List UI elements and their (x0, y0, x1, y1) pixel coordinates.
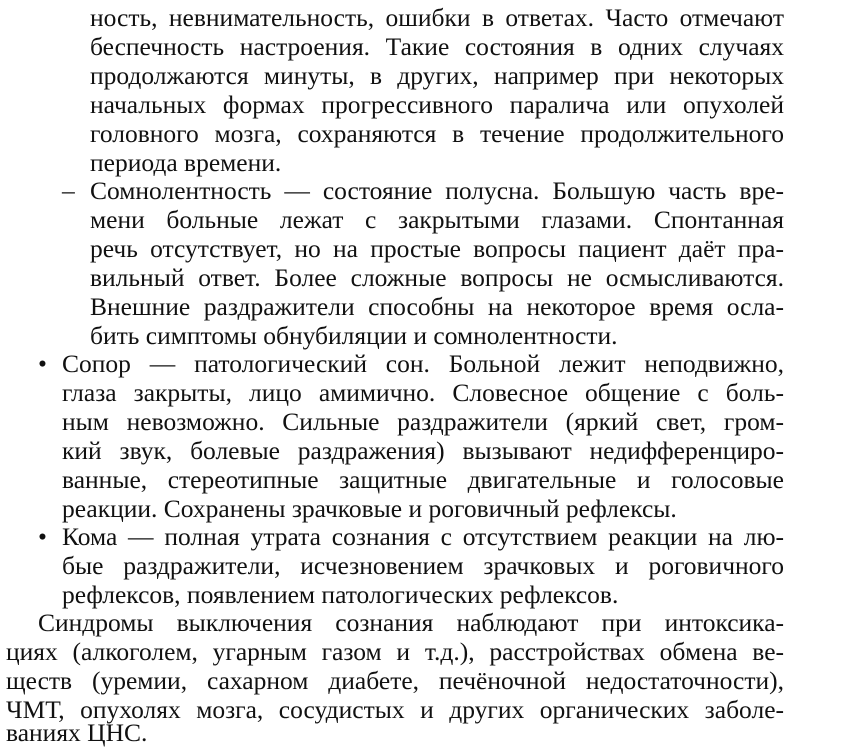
text-line: Сопор — патологический сон. Больной лежит неподвижно, (62, 349, 784, 378)
text-line: циях (алкоголем, угарным газом и т.д.), расстройствах обмена ве- (6, 637, 784, 666)
text-line: бые раздражители, исчезновением зрачковых и роговичного (62, 551, 784, 580)
text-line: Внешние раздражители способны на некоторое время осла- (90, 292, 784, 321)
text-line: беспечность настроения. Такие состояния в одних случаях (90, 32, 784, 61)
text-line: ваниях ЦНС. (6, 718, 148, 747)
text-line: глаза закрыты, лицо амимично. Словесное общение с боль- (62, 378, 784, 407)
text-line: продолжаются минуты, в других, например при некоторых (90, 61, 784, 90)
text-line: мени больные лежат с закрытыми глазами. Спонтанная (90, 205, 784, 234)
text-line: ванные, стереотипные защитные двигательные и голосовые (62, 465, 784, 494)
text-line: речь отсутствует, но на простые вопросы пациент даёт пра- (90, 234, 784, 263)
text-line: рефлексов, появлением патологических рефлексов. (62, 580, 619, 609)
bullet-marker: • (38, 522, 47, 551)
text-line: Сомнолентность — состояние полусна. Большую часть вре- (90, 176, 784, 205)
text-line: ществ (уремии, сахарном диабете, печёночной недостаточности), (6, 666, 784, 695)
text-line: головного мозга, сохраняются в течение продолжительного (90, 119, 784, 148)
text-line: ЧМТ, опухолях мозга, сосудистых и других органических заболе- (6, 695, 784, 724)
text-line: кий звук, болевые раздражения) вызывают недифференциро- (62, 436, 784, 465)
text-line: бить симптомы обнубиляции и сомнолентности. (90, 321, 618, 350)
text-line: ным невозможно. Сильные раздражители (яркий свет, гром- (62, 407, 784, 436)
text-line: вильный ответ. Более сложные вопросы не осмысливаются. (90, 263, 784, 292)
dash-marker: – (62, 176, 75, 205)
text-line: реакции. Сохранены зрачковые и роговичный рефлексы. (62, 494, 677, 523)
text-line: Кома — полная утрата сознания с отсутствием реакции на лю- (62, 522, 784, 551)
bullet-marker: • (38, 349, 47, 378)
text-line: ность, невнимательность, ошибки в ответах. Часто отмечают (90, 3, 784, 32)
text-line: начальных формах прогрессивного паралича или опухолей (90, 90, 784, 119)
text-line: Синдромы выключения сознания наблюдают при интоксика- (38, 608, 784, 637)
text-line: периода времени. (90, 148, 282, 177)
